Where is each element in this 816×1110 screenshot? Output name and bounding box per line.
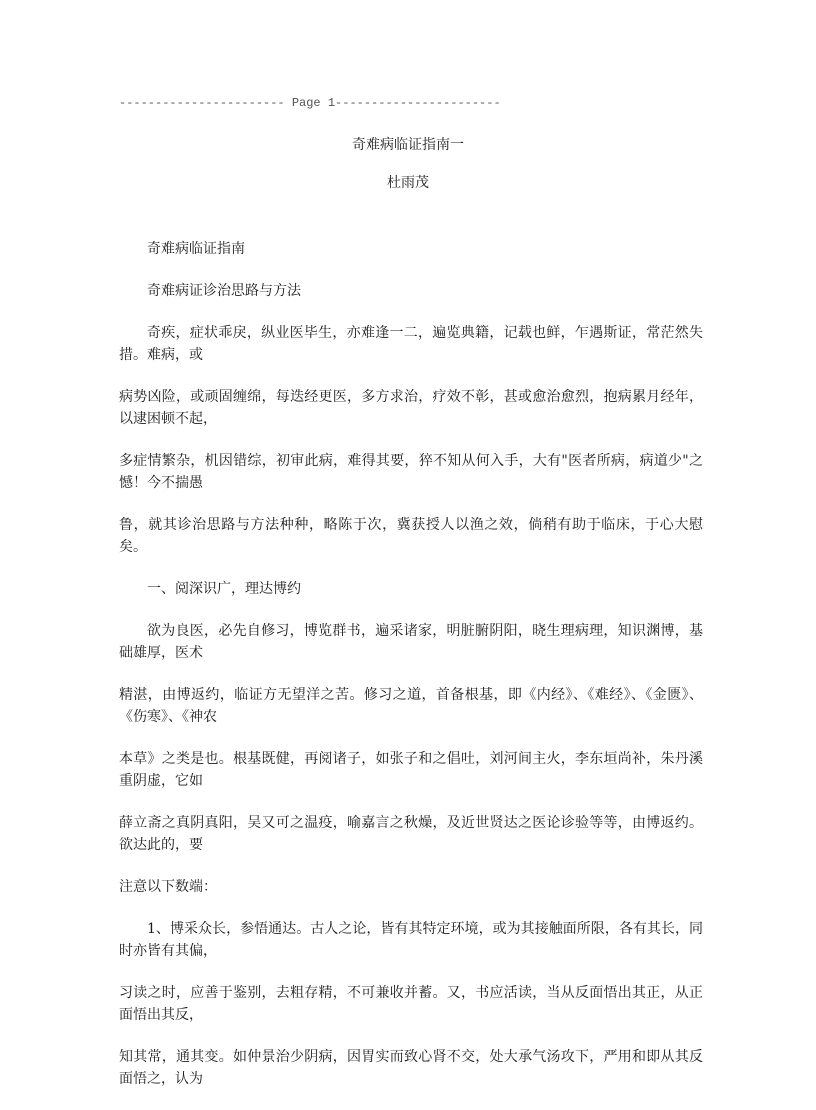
paragraph: 知其常，通其变。如仲景治少阴病，因胃实而致心肾不交，处大承气汤攻下，严用和即从其反面悟之，认为 [119, 1049, 703, 1087]
paragraph: 习读之时，应善于鉴别，去粗存精，不可兼收并蓄。又，书应活读，当从反面悟出其正，从正面悟出其反， [119, 985, 703, 1023]
paragraph: 本草》之类是也。根基既健，再阅诸子，如张子和之倡吐，刘河间主火，李东垣尚补，朱丹溪重阴虚，它如 [119, 751, 703, 789]
page-marker: ----------------------- Page 1----------------------- [119, 96, 501, 110]
paragraph: 病势凶险，或顽固缠绵，每迭经更医，多方求治，疗效不彰，甚或愈治愈烈，抱病累月经年，以逮困顿不起， [119, 389, 703, 427]
paragraph: 薛立斋之真阴真阳，吴又可之温疫，喻嘉言之秋燥，及近世贤达之医论诊验等等，由博返约。欲达此的，要 [119, 815, 703, 853]
paragraph: 鲁，就其诊治思路与方法种种，略陈于次，冀获授人以渔之效，倘稍有助于临床，于心大慰矣。 [119, 517, 703, 555]
paragraph: 多症情繁杂，机因错综，初审此病，难得其要，猝不知从何入手，大有"医者所病，病道少"之憾！今不揣愚 [119, 453, 703, 491]
paragraph: 注意以下数端： [119, 879, 217, 895]
document-title: 奇难病临证指南一 [352, 137, 464, 153]
paragraph: 奇疾，症状乖戾，纵业医毕生，亦难逢一二，遍览典籍，记载也鲜，乍遇斯证，常茫然失措。难病，或 [119, 325, 703, 363]
paragraph: 精湛，由博返约，临证方无望洋之苦。修习之道，首备根基，即《内经》、《难经》、《金匮》、《伤寒》、《神农 [119, 687, 703, 725]
paragraph: 奇难病证诊治思路与方法 [147, 283, 301, 299]
paragraph: 1、博采众长，参悟通达。古人之论，皆有其特定环境，或为其接触面所限，各有其长，同时亦皆有其偏， [119, 921, 703, 959]
document-body [119, 238, 703, 1110]
document-author: 杜雨茂 [387, 175, 429, 191]
paragraph: 一、阅深识广，理达博约 [147, 581, 301, 597]
paragraph: 欲为良医，必先自修习，博览群书，遍采诸家，明脏腑阴阳，晓生理病理，知识渊博，基础雄厚，医术 [119, 623, 703, 661]
paragraph: 奇难病临证指南 [147, 241, 245, 257]
